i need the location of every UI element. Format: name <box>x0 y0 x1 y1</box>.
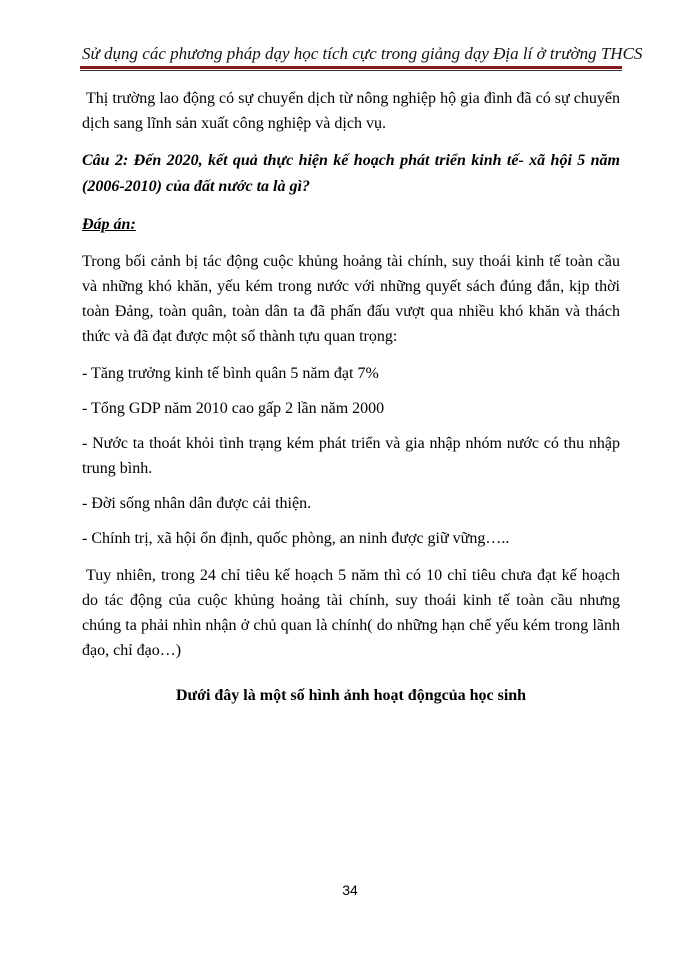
answer-label: Đáp án: <box>82 216 136 233</box>
question-heading: Câu 2: Đến 2020, kết quả thực hiện kế hoạch phát triển kinh tế- xã hội 5 năm (2006-2010) của đất nước ta là gì? <box>82 152 620 195</box>
header-divider-dark <box>80 70 622 71</box>
achievement-item: - Chính trị, xã hội ổn định, quốc phòng, an ninh được giữ vững….. <box>82 530 510 547</box>
answer-label-paragraph <box>82 212 620 237</box>
page-number: 34 <box>342 882 358 898</box>
conclusion-paragraph: Tuy nhiên, trong 24 chỉ tiêu kế hoạch 5 năm thì có 10 chỉ tiêu chưa đạt kế hoạch do tác động của cuộc khủng hoảng tài chính, suy thoái kinh tế toàn cầu nhưng chúng ta phải nhìn nhận ở chủ quan là chính( do những hạn chế yếu kém trong lãnh đạo, chỉ đạo…) <box>82 567 620 659</box>
answer-intro-paragraph: Trong bối cảnh bị tác động cuộc khủng hoảng tài chính, suy thoái kinh tế toàn cầu và những khó khăn, yếu kém trong nước với những quyết sách đúng đắn, kịp thời toàn Đảng, toàn quân, toàn dân ta đã phấn đấu vượt qua nhiều khó khăn và thách thức và đã đạt được một số thành tựu quan trọng: <box>82 253 620 345</box>
intro-paragraph: Thị trường lao động có sự chuyển dịch từ nông nghiệp hộ gia đình đã có sự chuyển dịch sang lĩnh sản xuất công nghiệp và dịch vụ. <box>82 90 620 132</box>
page-header-title: Sử dụng các phương pháp dạy học tích cực trong giảng dạy Địa lí ở trường THCS <box>82 44 643 63</box>
achievement-item: - Đời sống nhân dân được cải thiện. <box>82 495 312 512</box>
achievement-item: - Tổng GDP năm 2010 cao gấp 2 lần năm 2000 <box>82 400 385 417</box>
achievement-item: - Nước ta thoát khỏi tình trạng kém phát triển và gia nhập nhóm nước có thu nhập trung bình. <box>82 435 620 477</box>
document-body <box>82 86 620 720</box>
achievement-item: - Tăng trưởng kinh tế bình quân 5 năm đạt 7% <box>82 365 379 382</box>
header-divider-red <box>80 66 622 69</box>
closing-title: Dưới đây là một số hình ảnh hoạt độngcủa học sinh <box>175 687 527 704</box>
